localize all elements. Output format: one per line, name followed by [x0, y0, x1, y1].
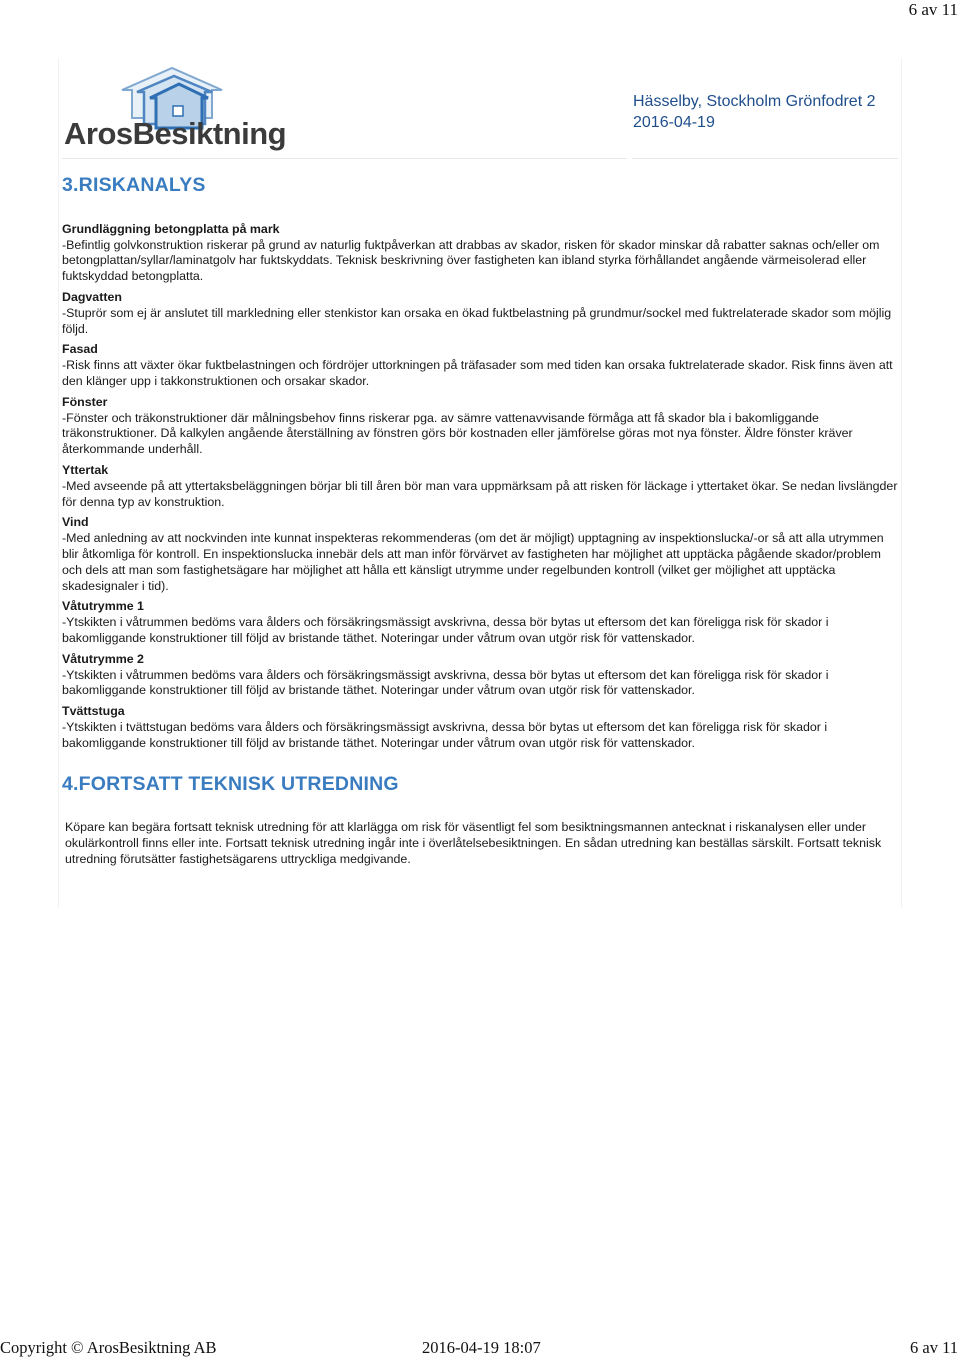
- report-date: 2016-04-19: [633, 114, 715, 131]
- risk-item-heading: Dagvatten: [62, 289, 122, 304]
- risk-item: [62, 652, 898, 699]
- risk-item-heading: Vind: [62, 515, 89, 530]
- logo-text: ArosBesiktning: [64, 116, 287, 151]
- risk-item-heading: Fönster: [62, 394, 108, 409]
- risk-item-text: -Ytskikten i våtrummen bedöms vara ålders och försäkringsmässigt avskrivna, dessa bör bytas ut eftersom det kan föreligga risk för skador i bakomliggande konstruktioner till följd av bristande täthet. Noteringar under våtrum ovan utgör risk för vattenskador.: [62, 667, 829, 698]
- header-divider-right: [632, 158, 898, 159]
- section-title-riskanalys: 3.RISKANALYS: [62, 174, 206, 196]
- risk-item-text: -Fönster och träkonstruktioner där målningsbehov finns riskerar pga. av sämre vattenavvisande förmåga att få skador bla i bakomliggande träkonstruktioner. Då kalkylen angående återställning av fönstren görs bör kostnaden eller jämförelse göras mot nya fönster. Äldre fönster kräver återkommande underhåll.: [62, 410, 853, 457]
- section-title-fortsatt-utredning: 4.FORTSATT TEKNISK UTREDNING: [62, 772, 399, 795]
- risk-item: [62, 342, 898, 389]
- footer-copyright: Copyright © ArosBesiktning AB: [0, 1338, 217, 1357]
- risk-item-heading: Våtutrymme 1: [62, 599, 144, 614]
- page-number-top: 6 av 11: [908, 0, 958, 19]
- footer-page-number: 6 av 11: [910, 1338, 958, 1357]
- risk-item: [62, 515, 898, 594]
- risk-item-text: -Stuprör som ej är anslutet till markledning eller stenkistor kan orsaka en ökad fuktbelastning på grundmur/sockel med fuktrelaterade skador som möjlig följd.: [62, 305, 892, 336]
- risk-item: [62, 463, 898, 510]
- risk-item-text: -Risk finns att växter ökar fuktbelastningen och fördröjer uttorkningen på träfasader som med tiden kan orsaka fuktrelaterade skador. Risk finns även att den klänger upp i takkonstruktionen och orsakar skador.: [62, 358, 893, 388]
- risk-item: [62, 599, 898, 646]
- risk-item-text: -Ytskikten i våtrummen bedöms vara ålders och försäkringsmässigt avskrivna, dessa bör bytas ut eftersom det kan föreligga risk för skador i bakomliggande konstruktioner till följd av bristande täthet. Noteringar under våtrum ovan utgör risk för vattenskador.: [62, 615, 829, 645]
- risk-item-heading: Fasad: [62, 342, 98, 357]
- risk-item-text: -Med anledning av att nockvinden inte kunnat inspekteras rekommenderas (om det är möjligt) upptagning av inspektionslucka/-or så att alla utrymmen blir åtkomliga för kontroll. En inspektionslucka innebär dels att man inför förvärvet av fastigheten har möjlighet att upptäcka pågående skador/problem och dels att man som fastighetsägare har möjlighet att hålla ett känsligt utrymme under regelbunden kontroll (vilket ger möjlighet att upptäcka skadesignaler i tid).: [62, 531, 884, 593]
- section-paragraph: Köpare kan begära fortsatt teknisk utredning för att klarlägga om risk för väsentligt fel som besiktningsmannen antecknat i riskanalysen eller under okulärkontroll finns eller inte. Fortsatt teknisk utredning ingår inte i överlåtelsebesiktningen. En sådan utredning kan beställas särskilt. Fortsatt teknisk utredning förutsätter fastighetsägarens uttryckliga medgivande.: [65, 820, 882, 866]
- risk-item: [62, 704, 898, 751]
- logo: [62, 62, 287, 158]
- risk-item-text: -Med avseende på att yttertaksbeläggningen börjar bli till åren bör man vara uppmärksam på att risken för läckage i yttertaket ökar. Se nedan livslängder för denna typ av konstruktion.: [62, 478, 898, 509]
- risk-item-text: -Befintlig golvkonstruktion riskerar på grund av naturlig fuktpåverkan att drabbas av skador, risken för skador minskar då rabatter saknas och/eller om betongplattan/syllar/laminatgolv har fuktskyddats. Teknisk beskrivning över fastigheten kan ibland styrka förhållandet angående värmeisolerad eller fuktskyddad betongplatta.: [62, 237, 880, 284]
- property-location: Hässelby, Stockholm Grönfodret 2: [633, 93, 876, 110]
- risk-item-heading: Yttertak: [62, 462, 109, 477]
- risk-item: [62, 395, 898, 458]
- risk-item-heading: Våtutrymme 2: [62, 651, 144, 666]
- risk-item-heading: Grundläggning betongplatta på mark: [62, 221, 280, 236]
- risk-item-text: -Ytskikten i tvättstugan bedöms vara ålders och försäkringsmässigt avskrivna, dessa bör bytas ut eftersom det kan föreligga risk för skador i bakomliggande konstruktioner till följd av bristande täthet. Noteringar under våtrum ovan utgör risk för vattenskador.: [62, 719, 828, 750]
- header-divider-left: [62, 158, 627, 159]
- risk-item: [62, 290, 898, 337]
- footer-timestamp: 2016-04-19 18:07: [422, 1338, 541, 1357]
- risk-item-heading: Tvättstuga: [62, 704, 125, 719]
- report-header: [633, 91, 875, 133]
- risk-item: [62, 222, 898, 285]
- report-content: [62, 174, 898, 868]
